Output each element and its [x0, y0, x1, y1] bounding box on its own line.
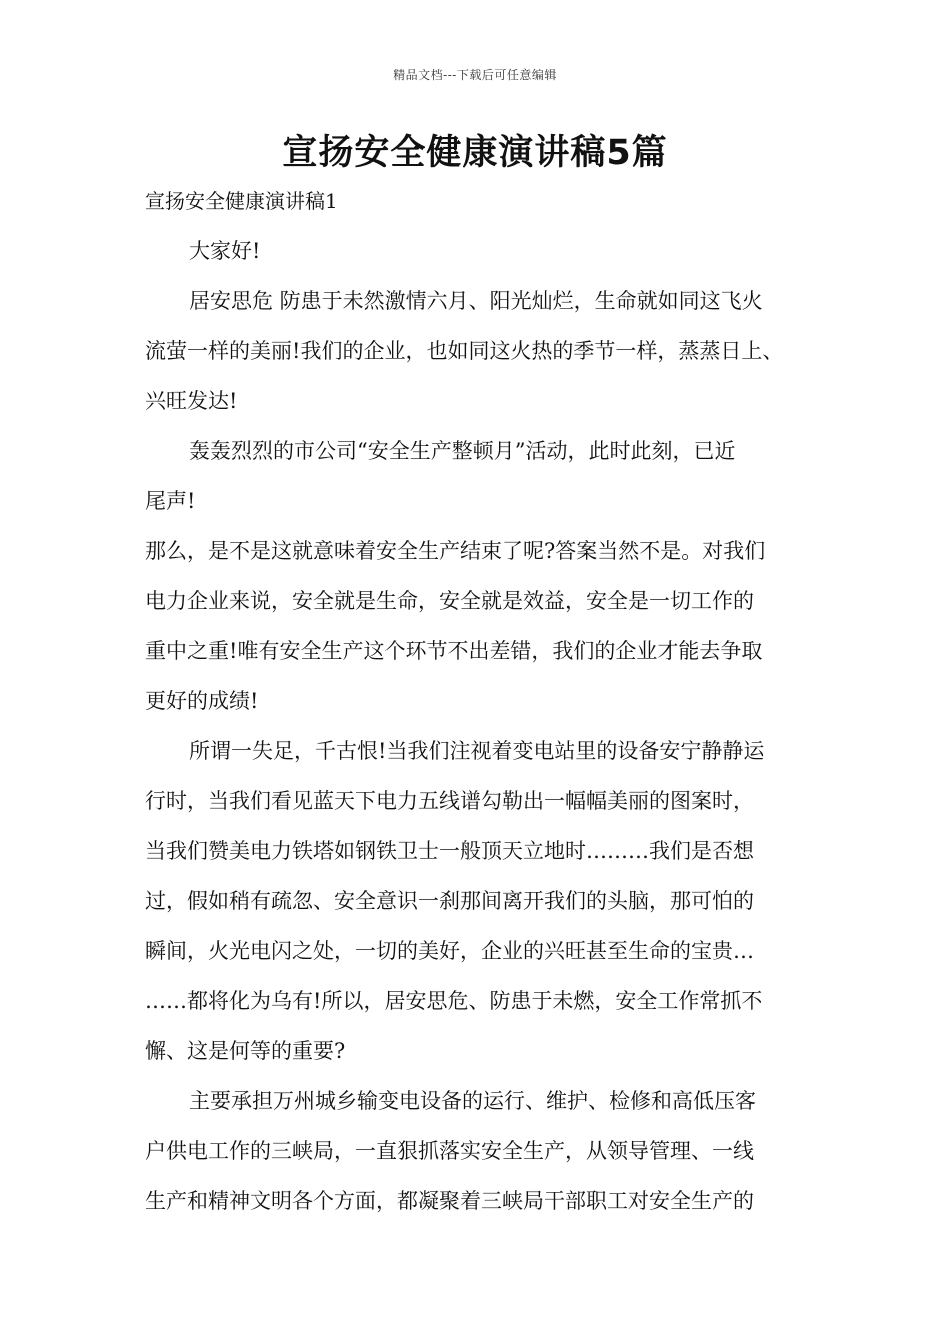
- document-body: [145, 176, 810, 1226]
- body-paragraph: [145, 426, 810, 526]
- paragraph-line: 电力企业来说，安全就是生命，安全就是效益，安全是一切工作的: [145, 589, 754, 613]
- paragraph-line: 大家好!: [189, 239, 261, 263]
- header-note: 精品文档---下载后可任意编辑: [393, 68, 557, 82]
- section-title: 宣扬安全健康演讲稿1: [145, 189, 338, 213]
- paragraph-line: 过，假如稍有疏忽、安全意识一刹那间离开我们的头脑，那可怕的: [145, 889, 754, 913]
- body-paragraph: [145, 1076, 810, 1226]
- paragraph-line: 懈、这是何等的重要?: [145, 1039, 346, 1063]
- paragraph-line: 重中之重!唯有安全生产这个环节不出差错，我们的企业才能去争取: [145, 639, 763, 663]
- paragraph-line: ……都将化为乌有!所以，居安思危、防患于未燃，安全工作常抓不: [145, 989, 763, 1013]
- paragraph-line: 尾声!: [145, 489, 196, 513]
- paragraph-line: 轰轰烈烈的市公司“安全生产整顿月”活动，此时此刻，已近: [189, 439, 736, 463]
- paragraph-line: 更好的成绩!: [145, 689, 259, 713]
- paragraph-line: 瞬间，火光电闪之处，一切的美好，企业的兴旺甚至生命的宝贵…: [145, 939, 754, 963]
- body-paragraph: [145, 526, 810, 726]
- paragraph-line: 行时，当我们看见蓝天下电力五线谱勾勒出一幅幅美丽的图案时，: [145, 789, 754, 813]
- paragraph-line: 所谓一失足，千古恨!当我们注视着变电站里的设备安宁静静运: [189, 739, 765, 763]
- document-title: 宣扬安全健康演讲稿5篇: [282, 133, 668, 173]
- paragraph-line: 流萤一样的美丽!我们的企业，也如同这火热的季节一样，蒸蒸日上、: [145, 339, 784, 363]
- paragraph-list: [145, 226, 810, 1226]
- body-paragraph: [145, 276, 810, 426]
- paragraph-line: 那么，是不是这就意味着安全生产结束了呢?答案当然不是。对我们: [145, 539, 766, 563]
- body-paragraph: [145, 226, 810, 276]
- paragraph-line: 户供电工作的三峡局，一直狠抓落实安全生产，从领导管理、一线: [145, 1139, 754, 1163]
- paragraph-line: 居安思危 防患于未然激情六月、阳光灿烂，生命就如同这飞火: [189, 289, 763, 313]
- paragraph-line: 主要承担万州城乡输变电设备的运行、维护、检修和高低压客: [189, 1089, 756, 1113]
- body-paragraph: [145, 726, 810, 1076]
- paragraph-line: 兴旺发达!: [145, 389, 238, 413]
- paragraph-line: 生产和精神文明各个方面，都凝聚着三峡局干部职工对安全生产的: [145, 1189, 754, 1213]
- paragraph-line: 当我们赞美电力铁塔如钢铁卫士一般顶天立地时………我们是否想: [145, 839, 754, 863]
